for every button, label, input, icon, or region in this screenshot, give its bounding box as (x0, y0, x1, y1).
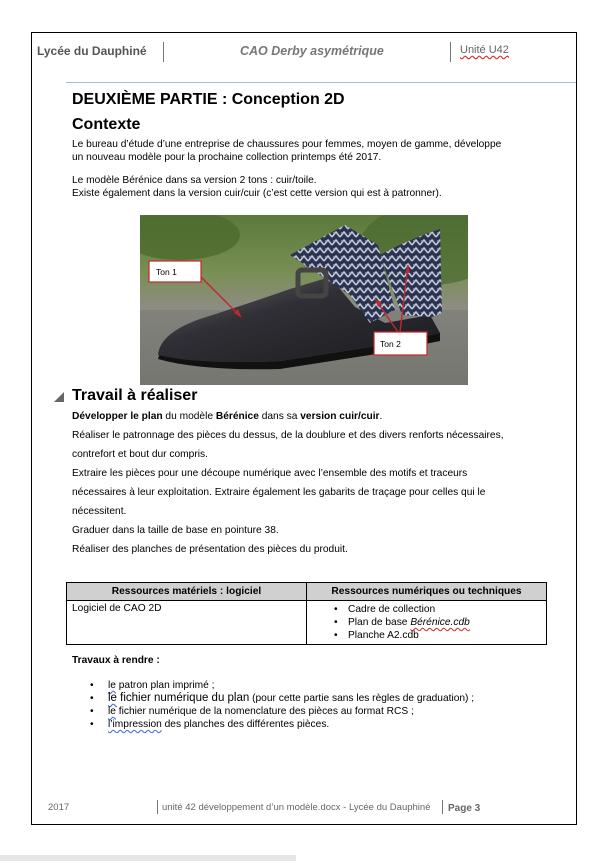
resources-col2-list (307, 601, 547, 645)
context-para1-line2: un nouveau modèle pour la prochaine collection printemps été 2017. (72, 152, 382, 163)
work-line-4: nécessaires à leur exploitation. Extraire également les gabarits de traçage pour celles qui le (72, 487, 486, 498)
footer-divider (442, 800, 443, 814)
header-unit: Unité U42 (460, 44, 509, 56)
resource-item: • Planche A2.cdb (312, 629, 541, 642)
shoe-photo (140, 215, 468, 385)
work-line-5: nécessitent. (72, 506, 127, 517)
context-heading: Contexte (72, 116, 141, 133)
resources-table (66, 582, 547, 645)
resources-col1-header: Ressources matériels : logiciel (67, 583, 307, 601)
resource-item: • Plan de base Bérénice.cdb (312, 616, 541, 629)
resources-col1-value: Logiciel de CAO 2D (67, 601, 307, 645)
deliverable-item: • le fichier numérique de la nomenclature des pièces au format RCS ; (90, 705, 474, 718)
header-divider (450, 42, 451, 62)
part-title: DEUXIÈME PARTIE : Conception 2D (72, 91, 345, 108)
header-rule (66, 82, 576, 83)
deliverables-list (90, 679, 474, 731)
header-divider (163, 42, 164, 62)
label-ton2: Ton 2 (380, 339, 401, 349)
deliverable-item: • le patron plan imprimé ; (90, 679, 474, 692)
work-line-2: contrefort et bout dur compris. (72, 449, 208, 460)
label-ton1: Ton 1 (156, 267, 177, 277)
resources-col2-header: Ressources numériques ou techniques (307, 583, 547, 601)
page-gap (0, 855, 296, 861)
work-line-7: Réaliser des planches de présentation des pièces du produit. (72, 544, 348, 555)
footer-year: 2017 (48, 802, 70, 813)
footer-divider (157, 800, 158, 814)
deliverables-title: Travaux à rendre : (72, 655, 160, 666)
context-para2-line2: Existe également dans la version cuir/cuir (c’est cette version qui est à patronner). (72, 188, 442, 199)
header-doc-title: CAO Derby asymétrique (240, 44, 384, 58)
deliverable-item: • l’impression des planches des différentes pièces. (90, 718, 474, 731)
context-para2-line1: Le modèle Bérénice dans sa version 2 tons : cuir/toile. (72, 175, 317, 186)
work-heading: Travail à réaliser (72, 387, 198, 404)
collapse-triangle-icon[interactable] (54, 392, 64, 402)
footer-filename: unité 42 développement d’un modèle.docx - Lycée du Dauphiné (162, 802, 431, 813)
footer-page-number: Page 3 (448, 803, 481, 814)
work-line-1: Réaliser le patronnage des pièces du dessus, de la doublure et des divers renforts nécessaires, (72, 430, 504, 441)
context-para1-line1: Le bureau d’étude d’une entreprise de chaussures pour femmes, moyen de gamme, développe (72, 139, 502, 150)
work-line-6: Graduer dans la taille de base en pointure 38. (72, 525, 279, 536)
resource-item: • Cadre de collection (312, 603, 541, 616)
header-school: Lycée du Dauphiné (37, 44, 147, 58)
deliverable-item: • le fichier numérique du plan (pour cette partie sans les règles de graduation) ; (90, 692, 474, 705)
work-intro: Développer le plan du modèle Bérénice dans sa version cuir/cuir. (72, 411, 383, 422)
work-line-3: Extraire les pièces pour une découpe numérique avec l’ensemble des motifs et traceurs (72, 468, 468, 479)
